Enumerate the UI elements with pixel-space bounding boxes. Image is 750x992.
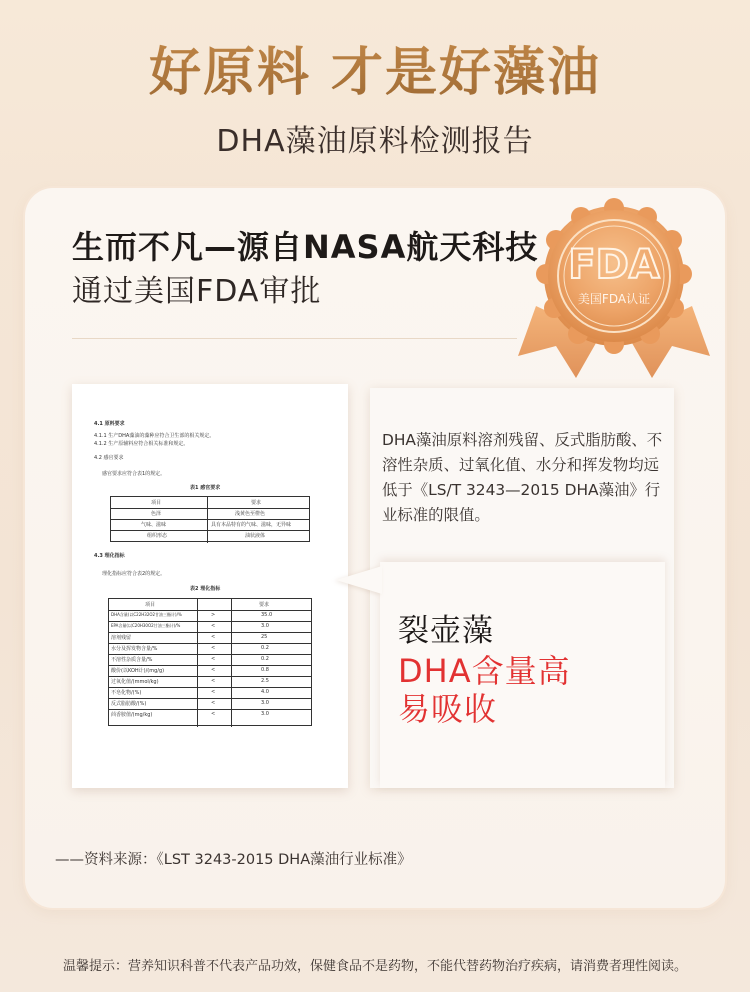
table-cell: 气味、滋味 xyxy=(141,522,167,528)
table-cell: 色泽 xyxy=(151,511,162,517)
seal-logo-text: FDA xyxy=(568,242,660,288)
table-cell: EPA含量(以C20H30O2甘油三酯计)/% xyxy=(111,623,181,628)
highlight-line-1: DHA含量高 xyxy=(398,652,571,690)
table-cell: 2.5 xyxy=(261,678,269,684)
table-cell: 0.2 xyxy=(261,645,269,651)
doc-line: 理化指标应符合表2的规定。 xyxy=(102,571,166,577)
subheadline: DHA藻油原料检测报告 xyxy=(216,124,534,159)
table-cell: 茴香胺值/(mg/kg) xyxy=(111,712,153,718)
table-cell: > xyxy=(211,612,216,618)
table-cell: 项目 xyxy=(145,602,156,608)
source-citation: ——资料来源：《LST 3243-2015 DHA藻油行业标准》 xyxy=(55,852,412,868)
table-cell: 浅黄色至橙色 xyxy=(235,511,266,517)
doc-line: 感官要求应符合表1的规定。 xyxy=(102,471,166,477)
table-cell: 3.0 xyxy=(261,623,269,629)
physchem-table xyxy=(108,598,312,726)
table-cell: 25 xyxy=(261,634,268,640)
card-subtitle: 通过美国FDA审批 xyxy=(72,274,322,309)
doc-line: 4.1.2 生产原辅料应符合相关标准和规定。 xyxy=(94,441,189,447)
bubble-pointer xyxy=(336,566,382,594)
doc-line: 4.2 感官要求 xyxy=(94,455,124,461)
doc-section-4-3: 4.3 理化指标 xyxy=(94,553,125,559)
doc-table-title: 表1 感官要求 xyxy=(190,485,221,491)
table-cell: 不皂化物/(%) xyxy=(111,690,142,696)
table-cell: 溶剂残留 xyxy=(111,635,132,641)
highlight-text xyxy=(398,652,571,728)
table-cell: < xyxy=(211,634,216,640)
table-cell: 反式脂肪酸/(%) xyxy=(111,701,147,707)
table-cell: 35.0 xyxy=(261,612,273,618)
table-cell: 具有本品特有的气味、滋味，无异味 xyxy=(211,522,292,528)
table-cell: DHA含量(以C22H32O2甘油三酯计)/% xyxy=(111,612,182,617)
standard-document-image xyxy=(72,384,348,788)
highlight-line-2: 易吸收 xyxy=(398,690,498,728)
table-cell: < xyxy=(211,645,216,651)
table-cell: 组织形态 xyxy=(147,533,168,539)
table-cell: 0.8 xyxy=(261,667,269,673)
table-cell: < xyxy=(211,656,216,662)
table-cell: < xyxy=(211,689,216,695)
table-cell: 项目 xyxy=(151,500,162,506)
table-cell: < xyxy=(211,711,216,717)
doc-table-title: 表2 理化指标 xyxy=(190,586,221,592)
footer-disclaimer: 温馨提示：营养知识科普不代表产品功效，保健食品不是药物，不能代替药物治疗疾病，请消费者理性阅读。 xyxy=(62,959,687,974)
title-divider xyxy=(72,338,517,339)
sense-table xyxy=(110,496,310,542)
table-cell: 水分及挥发物含量/% xyxy=(111,646,158,652)
table-cell: 要求 xyxy=(259,602,270,608)
info-text: DHA藻油原料溶剂残留、反式脂肪酸、不溶性杂质、过氧化值、水分和挥发物均远低于《LS/T 3243—2015 DHA藻油》行业标准的限值。 xyxy=(382,431,663,524)
doc-section-4-1: 4.1 原料要求 xyxy=(94,421,125,427)
table-cell: 3.0 xyxy=(261,711,269,717)
table-cell: < xyxy=(211,623,216,629)
fda-seal-icon xyxy=(516,196,712,386)
table-cell: 4.0 xyxy=(261,689,269,695)
species-name: 裂壶藻 xyxy=(398,613,494,649)
table-cell: 0.2 xyxy=(261,656,269,662)
headline: 好原料 才是好藻油 xyxy=(0,30,750,105)
table-cell: 油状液体 xyxy=(245,533,266,539)
table-cell: 酸价(以KOH计)/(mg/g) xyxy=(111,668,165,674)
table-cell: 要求 xyxy=(251,500,262,506)
doc-line: 4.1.1 生产DHA藻油的藻种应符合卫生部的相关规定。 xyxy=(94,433,215,439)
table-cell: 过氧化值/(mmol/kg) xyxy=(111,679,159,685)
table-cell: < xyxy=(211,678,216,684)
table-cell: < xyxy=(211,700,216,706)
table-cell: 不溶性杂质含量/% xyxy=(111,657,153,663)
card-title: 生而不凡—源自NASA航天科技 xyxy=(72,228,539,266)
table-cell: < xyxy=(211,667,216,673)
seal-caption: 美国FDA认证 xyxy=(577,292,651,306)
table-cell: 3.0 xyxy=(261,700,269,706)
